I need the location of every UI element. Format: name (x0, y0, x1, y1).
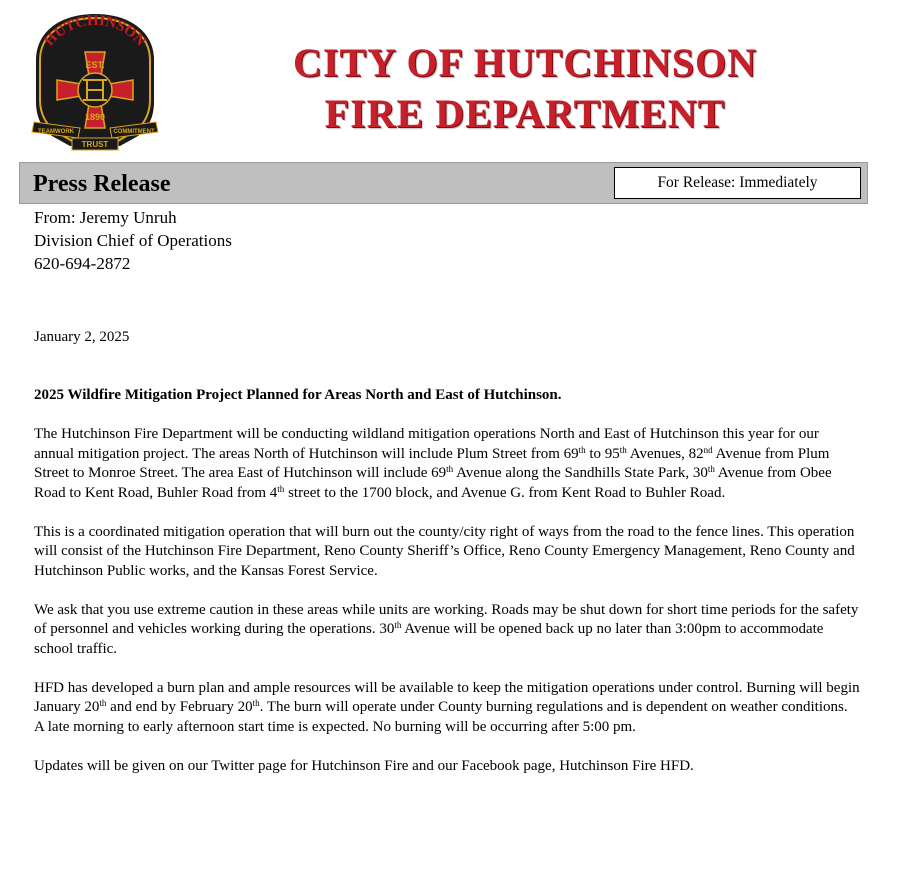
headline: 2025 Wildfire Mitigation Project Planned for Areas North and East of Hutchinson. (34, 387, 562, 403)
p1-text-d: Avenue from Plum Street to Monroe Street. The area East of Hutchinson will include 69 (34, 445, 830, 481)
badge-est-text: EST. (85, 60, 105, 70)
press-release-label: Press Release (33, 171, 171, 197)
badge-ribbon-right: COMMITMENT (113, 129, 155, 135)
badge-ribbon-bottom: TRUST (81, 140, 109, 149)
p1-text-c: Avenues, 82 (626, 445, 704, 462)
p1-sup-3: nd (703, 444, 713, 455)
badge-top-text: HUTCHINSON (41, 12, 149, 50)
p1-text-b: to 95 (585, 445, 620, 462)
from-name: From: Jeremy Unruh (34, 208, 177, 227)
fire-department-badge-icon (30, 10, 160, 155)
from-block (34, 206, 232, 275)
paragraph-2: This is a coordinated mitigation operation that will burn out the county/city right of ways from the road to the fence lines. This operation will consist of the Hutchinson Fire Department, Reno County Sheriff’s Office, Reno County Emergency Management, Reno County and Hutchinson Public works, and the Kansas Forest Service. (34, 523, 855, 579)
title-line-2: FIRE DEPARTMENT (324, 91, 726, 136)
paragraph-4 (34, 679, 860, 738)
press-release-bar (19, 162, 868, 204)
p4-sup-2: th (252, 698, 260, 709)
p1-text-e: Avenue along the Sandhills State Park, 30 (453, 465, 708, 481)
p1-sup-4: th (446, 464, 454, 475)
p1-sup-1: th (578, 444, 586, 455)
release-body (34, 386, 860, 796)
badge-year-text: 1890 (84, 112, 106, 122)
p1-sup-6: th (277, 483, 285, 494)
badge-ribbon-left: TEAMWORK (38, 129, 74, 135)
p3-text-b: Avenue will be opened back up no later than 3:00pm to accommodate school traffic. (34, 621, 824, 657)
p1-sup-5: th (707, 464, 715, 475)
p4-text-b: and end by February 20 (106, 699, 253, 715)
p3-sup-1: th (394, 620, 402, 631)
from-phone: 620-694-2872 (34, 254, 131, 273)
paragraph-5: Updates will be given on our Twitter page for Hutchinson Fire and our Facebook page, Hutchinson Fire HFD. (34, 757, 694, 774)
p1-text-a: The Hutchinson Fire Department will be conducting wildland mitigation operations North and East of Hutchinson this year for our annual mitigation project. The areas North of Hutchinson will include Plum Street from 69 (34, 426, 819, 462)
release-date: January 2, 2025 (34, 329, 130, 345)
p1-text-f: Avenue from Obee Road to Kent Road, Buhler Road from 4 (34, 465, 832, 501)
paragraph-3 (34, 601, 860, 660)
paragraph-1 (34, 425, 860, 503)
p3-text-a: We ask that you use extreme caution in these areas while units are working. Roads may be shut down for short time periods for the safety of personnel and vehicles working during the operations. 30 (34, 601, 859, 637)
p4-text-a: HFD has developed a burn plan and ample resources will be available to keep the mitigation operations under control. Burning will begin January 20 (34, 679, 860, 715)
for-release-box: For Release: Immediately (614, 167, 861, 199)
p4-sup-1: th (99, 698, 107, 709)
p1-text-g: street to the 1700 block, and Avenue G. from Kent Road to Buhler Road. (284, 484, 726, 501)
from-title: Division Chief of Operations (34, 231, 232, 250)
p1-sup-2: th (619, 444, 627, 455)
title-line-1: CITY OF HUTCHINSON (293, 40, 757, 85)
p4-text-c: . The burn will operate under County burning regulations and is dependent on weather conditions. A late morning to early afternoon start time is expected. No burning will be occurring after 5:00 pm. (34, 699, 848, 735)
